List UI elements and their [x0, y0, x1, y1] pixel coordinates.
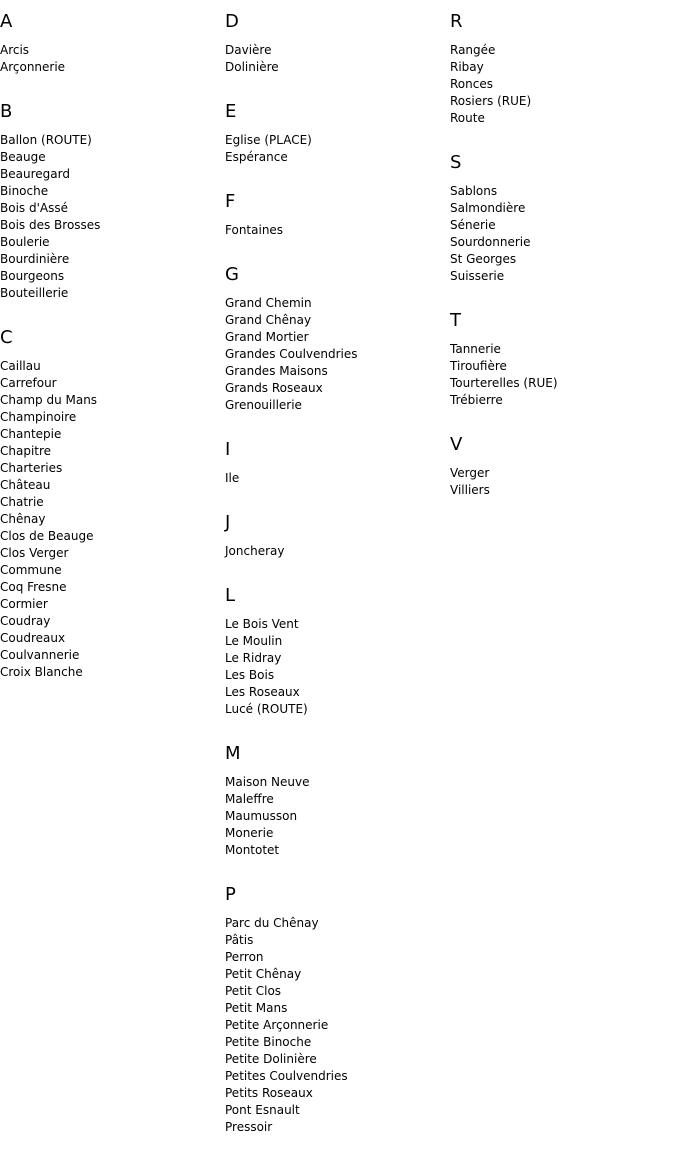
street-list	[225, 222, 445, 239]
letter-section-p	[225, 884, 445, 1136]
letter-section-d	[225, 11, 445, 76]
letter-section-i	[225, 439, 445, 487]
index-column-3	[450, 11, 670, 524]
street-entry: Carrefour	[0, 376, 57, 390]
street-entry: Sénerie	[450, 218, 496, 232]
street-entry: Ronces	[450, 77, 493, 91]
street-entry: Petite Arçonnerie	[225, 1018, 329, 1032]
street-list	[450, 341, 670, 409]
street-entry: Rangée	[450, 43, 496, 57]
street-entry: Grand Chemin	[225, 296, 312, 310]
street-entry: Petite Dolinière	[225, 1052, 317, 1066]
street-entry: Coudray	[0, 614, 51, 628]
street-entry: Lucé (ROUTE)	[225, 702, 308, 716]
letter-section-j	[225, 512, 445, 560]
section-letter-heading: J	[225, 512, 231, 533]
section-letter-heading: D	[225, 11, 239, 32]
street-list	[225, 470, 445, 487]
street-entry: Parc du Chênay	[225, 916, 319, 930]
index-column-2	[225, 11, 445, 1154]
street-entry: Binoche	[0, 184, 49, 198]
street-entry: Pont Esnault	[225, 1103, 300, 1117]
section-letter-heading: C	[0, 327, 13, 348]
street-entry: Fontaines	[225, 223, 284, 237]
street-entry: Petit Chênay	[225, 967, 302, 981]
street-entry: Tiroufière	[450, 359, 507, 373]
street-entry: Sourdonnerie	[450, 235, 531, 249]
street-entry: Perron	[225, 950, 264, 964]
street-entry: Arcis	[0, 43, 30, 57]
street-entry: Le Ridray	[225, 651, 282, 665]
letter-section-s	[450, 152, 670, 285]
section-letter-heading: T	[450, 310, 461, 331]
street-list	[225, 915, 445, 1136]
street-entry: Le Moulin	[225, 634, 283, 648]
street-list	[450, 42, 670, 127]
letter-section-v	[450, 434, 670, 499]
street-entry: Montotet	[225, 843, 280, 857]
section-letter-heading: R	[450, 11, 463, 32]
street-entry: St Georges	[450, 252, 517, 266]
street-list	[450, 465, 670, 499]
section-letter-heading: F	[225, 191, 236, 212]
section-letter-heading: M	[225, 743, 241, 764]
street-entry: Maumusson	[225, 809, 298, 823]
street-entry: Beauregard	[0, 167, 70, 181]
letter-section-g	[225, 264, 445, 414]
street-list	[225, 132, 445, 166]
street-entry: Maison Neuve	[225, 775, 310, 789]
street-entry: Charteries	[0, 461, 63, 475]
street-entry: Champinoire	[0, 410, 77, 424]
street-entry: Champ du Mans	[0, 393, 98, 407]
street-entry: Chatrie	[0, 495, 44, 509]
street-entry: Coq Fresne	[0, 580, 67, 594]
street-entry: Grand Chênay	[225, 313, 312, 327]
street-entry: Grenouillerie	[225, 398, 302, 412]
street-entry: Grand Mortier	[225, 330, 309, 344]
street-entry: Les Bois	[225, 668, 275, 682]
street-entry: Joncheray	[225, 544, 285, 558]
street-entry: Clos Verger	[0, 546, 69, 560]
street-entry: Petite Binoche	[225, 1035, 312, 1049]
street-entry: Bourdinière	[0, 252, 70, 266]
street-entry: Davière	[225, 43, 272, 57]
street-entry: Le Bois Vent	[225, 617, 299, 631]
street-entry: Dolinière	[225, 60, 279, 74]
street-entry: Eglise (PLACE)	[225, 133, 312, 147]
section-letter-heading: E	[225, 101, 237, 122]
street-entry: Petites Coulvendries	[225, 1069, 348, 1083]
section-letter-heading: P	[225, 884, 236, 905]
street-entry: Pressoir	[225, 1120, 273, 1134]
street-list	[225, 295, 445, 414]
letter-section-f	[225, 191, 445, 239]
letter-section-b	[0, 101, 220, 302]
street-entry: Beauge	[0, 150, 46, 164]
letter-section-r	[450, 11, 670, 127]
street-entry: Commune	[0, 563, 62, 577]
street-entry: Petit Mans	[225, 1001, 288, 1015]
street-entry: Tourterelles (RUE)	[450, 376, 558, 390]
street-entry: Route	[450, 111, 485, 125]
street-entry: Coulvannerie	[0, 648, 80, 662]
street-list	[0, 42, 220, 76]
street-entry: Bois des Brosses	[0, 218, 101, 232]
street-entry: Chapitre	[0, 444, 52, 458]
street-list	[450, 183, 670, 285]
street-list	[0, 132, 220, 302]
section-letter-heading: I	[225, 439, 231, 460]
letter-section-a	[0, 11, 220, 76]
street-entry: Villiers	[450, 483, 490, 497]
street-entry: Verger	[450, 466, 490, 480]
street-entry: Petits Roseaux	[225, 1086, 313, 1100]
street-list	[225, 616, 445, 718]
street-entry: Chênay	[0, 512, 46, 526]
street-entry: Monerie	[225, 826, 274, 840]
street-entry: Les Roseaux	[225, 685, 300, 699]
street-entry: Grands Roseaux	[225, 381, 323, 395]
section-letter-heading: L	[225, 585, 236, 606]
street-entry: Coudreaux	[0, 631, 66, 645]
letter-section-t	[450, 310, 670, 409]
letter-section-e	[225, 101, 445, 166]
street-entry: Clos de Beauge	[0, 529, 94, 543]
street-entry: Croix Blanche	[0, 665, 83, 679]
street-list	[225, 42, 445, 76]
street-entry: Caillau	[0, 359, 41, 373]
street-entry: Chantepie	[0, 427, 62, 441]
street-entry: Bouteillerie	[0, 286, 69, 300]
street-entry: Petit Clos	[225, 984, 282, 998]
section-letter-heading: B	[0, 101, 13, 122]
street-list	[225, 774, 445, 859]
street-entry: Rosiers (RUE)	[450, 94, 532, 108]
street-entry: Grandes Coulvendries	[225, 347, 358, 361]
street-entry: Bois d'Assé	[0, 201, 68, 215]
section-letter-heading: A	[0, 11, 13, 32]
street-entry: Ile	[225, 471, 240, 485]
section-letter-heading: S	[450, 152, 462, 173]
street-list	[0, 358, 220, 681]
letter-section-c	[0, 327, 220, 681]
street-entry: Salmondière	[450, 201, 526, 215]
street-list	[225, 543, 445, 560]
street-entry: Grandes Maisons	[225, 364, 328, 378]
street-entry: Sablons	[450, 184, 498, 198]
street-entry: Ribay	[450, 60, 484, 74]
street-entry: Ballon (ROUTE)	[0, 133, 92, 147]
street-entry: Trébierre	[450, 393, 503, 407]
street-entry: Boulerie	[0, 235, 50, 249]
street-entry: Tannerie	[450, 342, 501, 356]
street-entry: Suisserie	[450, 269, 505, 283]
street-entry: Cormier	[0, 597, 48, 611]
street-entry: Bourgeons	[0, 269, 65, 283]
index-column-1	[0, 11, 220, 706]
letter-section-m	[225, 743, 445, 859]
section-letter-heading: G	[225, 264, 239, 285]
street-entry: Espérance	[225, 150, 288, 164]
letter-section-l	[225, 585, 445, 718]
street-entry: Pâtis	[225, 933, 254, 947]
section-letter-heading: V	[450, 434, 463, 455]
street-entry: Maleffre	[225, 792, 274, 806]
street-entry: Château	[0, 478, 51, 492]
street-entry: Arçonnerie	[0, 60, 66, 74]
